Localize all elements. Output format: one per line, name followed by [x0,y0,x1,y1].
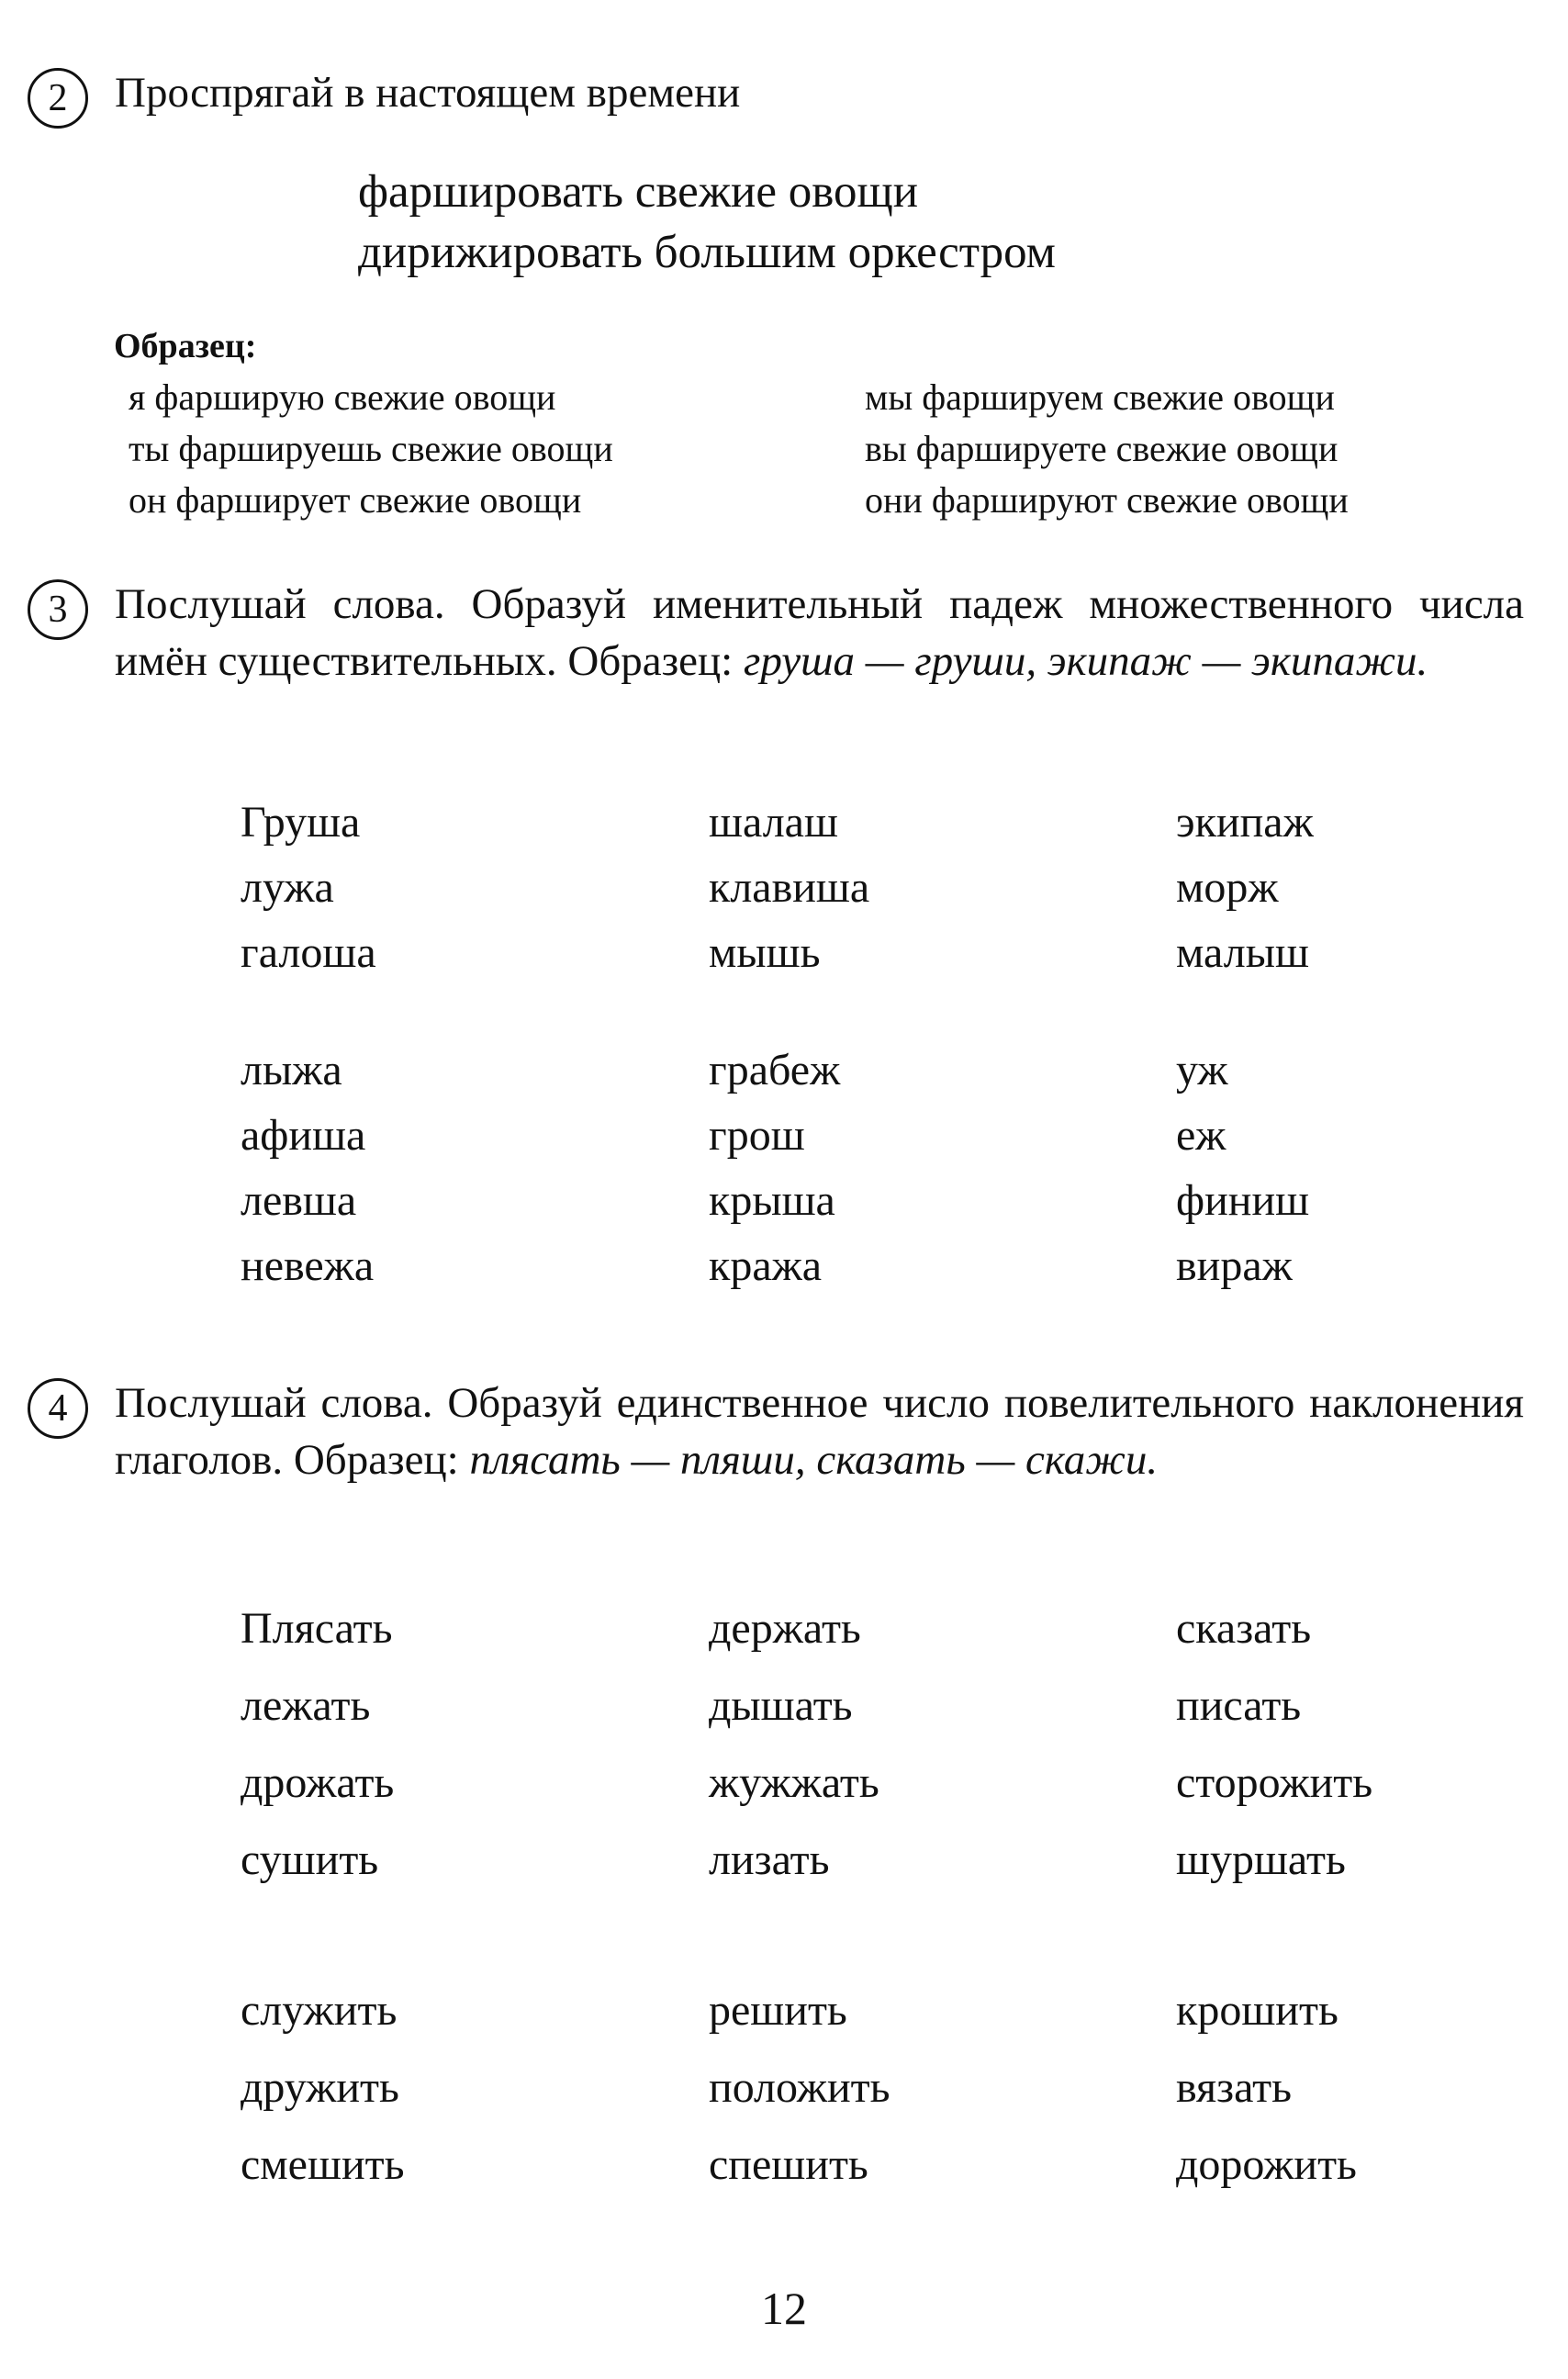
task-4 [28,1375,1524,1488]
word: крошить [1176,1986,1338,2035]
word: лужа [241,863,334,912]
word-column [241,1038,374,1298]
word: грабеж [709,1046,841,1094]
task-2-phrases [358,162,1056,283]
word: левша [241,1176,357,1225]
word: клавиша [709,863,870,912]
word-column [1176,790,1314,985]
sample-singular-column [129,372,613,526]
word: экипаж [1176,798,1314,847]
word-column [709,1972,890,2204]
word: афиша [241,1111,366,1160]
word: дрожать [241,1758,395,1807]
task-number-badge: 2 [28,68,88,129]
word: смешить [241,2140,405,2189]
word-column [1176,1038,1309,1298]
sample-line: ты фаршируешь свежие овощи [129,428,613,469]
word: решить [709,1986,847,2035]
word: кража [709,1241,823,1290]
word: держать [709,1604,861,1653]
word-column [709,1038,840,1298]
word: сказать [1176,1604,1312,1653]
task-number-badge: 4 [28,1378,88,1439]
word: Груша [241,798,361,847]
sample-plural-column [865,372,1349,526]
task-number-badge: 3 [28,579,88,640]
word: лыжа [241,1046,342,1094]
word: лизать [709,1835,830,1884]
word: финиш [1176,1176,1310,1225]
word-column [241,790,376,985]
word-column [709,790,869,985]
word: дорожить [1176,2140,1357,2189]
word: лежать [241,1681,371,1730]
word-column [709,1590,879,1899]
sample-line: они фаршируют свежие овощи [865,479,1349,521]
word: шуршать [1176,1835,1346,1884]
task-2 [28,64,1524,121]
word: еж [1176,1111,1226,1160]
word-column [1176,1972,1357,2204]
sample-line: вы фаршируете свежие овощи [865,428,1338,469]
sample-label: Образец: [114,327,257,365]
word-column [241,1590,394,1899]
sample-line: он фарширует свежие овощи [129,479,582,521]
word: дружить [241,2063,399,2112]
word: шалаш [709,798,838,847]
word: сушить [241,1835,379,1884]
sample-line: я фарширую свежие овощи [129,376,556,418]
task-3 [28,576,1524,690]
task-instruction: Проспрягай в настоящем времени [115,69,741,117]
word: морж [1176,863,1279,912]
word: крыша [709,1176,835,1225]
word: уж [1176,1046,1228,1094]
word-column [241,1972,405,2204]
word: вираж [1176,1241,1293,1290]
word: дышать [709,1681,853,1730]
word: писать [1176,1681,1302,1730]
word: Плясать [241,1604,393,1653]
page-number: 12 [761,2283,807,2334]
word: сторожить [1176,1758,1373,1807]
phrase: фаршировать свежие овощи [358,166,919,218]
task-example: груша — груши, экипаж — экипажи. [744,637,1428,685]
sample-line: мы фаршируем свежие овощи [865,376,1335,418]
word: спешить [709,2140,868,2189]
task-example: плясать — пляши, сказать — скажи. [469,1436,1159,1484]
word: положить [709,2063,890,2112]
word: мышь [709,928,821,977]
word: жужжать [709,1758,879,1807]
word-column [1176,1590,1372,1899]
phrase: дирижировать большим оркестром [358,227,1056,278]
word: галоша [241,928,376,977]
task-instruction: Послушай слова. Образуй именительный падеж множественного числа имён существительных. Образец: [115,580,1524,685]
word: малыш [1176,928,1309,977]
word: невежа [241,1241,375,1290]
word: грош [709,1111,805,1160]
word: служить [241,1986,398,2035]
task-instruction: Послушай слова. Образуй единственное число повелительного наклонения глаголов. Образец: [115,1379,1524,1484]
word: вязать [1176,2063,1292,2112]
